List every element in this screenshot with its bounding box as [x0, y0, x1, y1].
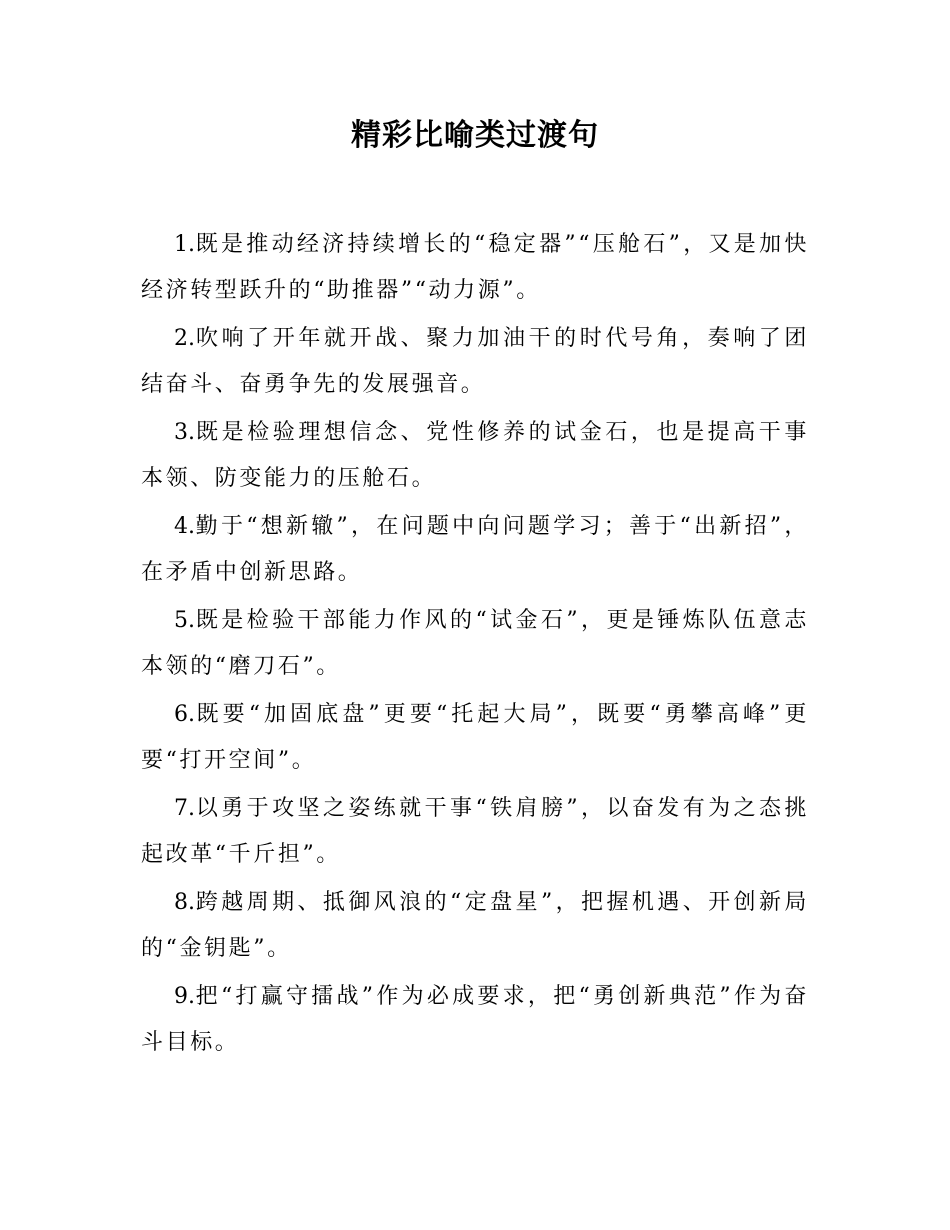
document-title: 精彩比喻类过渡句 — [351, 118, 599, 153]
paragraph-5 — [141, 598, 809, 690]
paragraph-text: 既是检验干部能力作风的“试金石”，更是锤炼队伍意志本领的“磨刀石”。 — [141, 608, 809, 679]
paragraph-1 — [141, 222, 809, 314]
paragraph-text: 吹响了开年就开战、聚力加油干的时代号角，奏响了团结奋斗、奋勇争先的发展强音。 — [141, 326, 809, 397]
paragraph-number: 1. — [174, 232, 195, 257]
paragraph-text: 以勇于攻坚之姿练就干事“铁肩膀”，以奋发有为之态挑起改革“千斤担”。 — [141, 796, 809, 867]
paragraph-number: 3. — [174, 420, 195, 445]
paragraph-text: 把“打赢守擂战”作为必成要求，把“勇创新典范”作为奋斗目标。 — [141, 984, 809, 1055]
paragraph-8 — [141, 880, 809, 972]
paragraph-number: 7. — [174, 796, 195, 821]
paragraph-6 — [141, 692, 809, 784]
paragraph-text: 既要“加固底盘”更要“托起大局”，既要“勇攀高峰”更要“打开空间”。 — [141, 702, 809, 773]
paragraph-number: 5. — [174, 608, 195, 633]
paragraph-number: 8. — [174, 890, 195, 915]
paragraph-text: 既是推动经济持续增长的“稳定器”“压舱石”，又是加快经济转型跃升的“助推器”“动力源”。 — [141, 232, 809, 303]
paragraph-9 — [141, 974, 809, 1066]
paragraph-number: 9. — [174, 984, 195, 1009]
paragraph-text: 既是检验理想信念、党性修养的试金石，也是提高干事本领、防变能力的压舱石。 — [141, 420, 809, 491]
paragraph-2 — [141, 316, 809, 408]
paragraph-3 — [141, 410, 809, 502]
paragraph-number: 2. — [174, 326, 195, 351]
paragraph-4 — [141, 504, 809, 596]
document-body — [141, 222, 809, 1068]
paragraph-number: 4. — [174, 514, 195, 539]
paragraph-text: 勤于“想新辙”，在问题中向问题学习；善于“出新招”，在矛盾中创新思路。 — [141, 514, 809, 585]
paragraph-7 — [141, 786, 809, 878]
paragraph-text: 跨越周期、抵御风浪的“定盘星”，把握机遇、开创新局的“金钥匙”。 — [141, 890, 809, 961]
paragraph-number: 6. — [174, 702, 195, 727]
